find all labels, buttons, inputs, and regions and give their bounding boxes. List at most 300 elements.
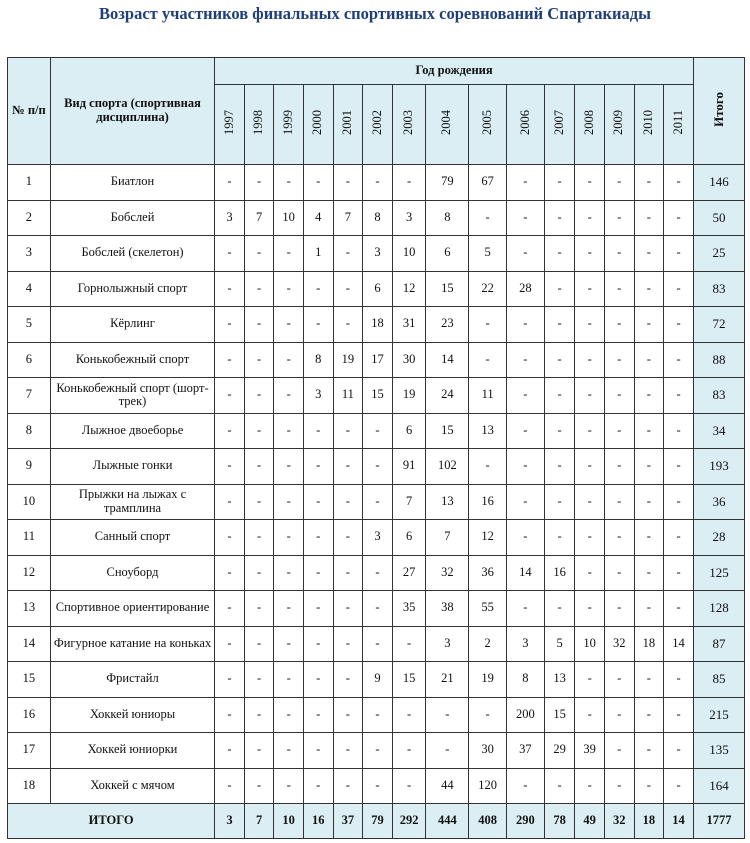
year-header: [544, 85, 575, 165]
row-value: -: [604, 342, 634, 378]
row-value: -: [215, 591, 245, 627]
row-value: 44: [426, 768, 469, 804]
row-value: -: [664, 307, 694, 343]
footer-value: 292: [392, 804, 426, 839]
row-value: -: [507, 484, 545, 520]
row-value: 30: [469, 733, 507, 769]
row-value: 8: [303, 342, 333, 378]
row-value: -: [333, 768, 363, 804]
row-total: 215: [693, 697, 744, 733]
row-value: -: [507, 591, 545, 627]
row-value: 11: [333, 378, 363, 414]
row-value: -: [544, 307, 575, 343]
row-sport: Хоккей с мячом: [50, 768, 214, 804]
footer-value: 49: [575, 804, 605, 839]
row-sport: Хоккей юниорки: [50, 733, 214, 769]
year-header: [215, 85, 245, 165]
row-value: -: [363, 697, 393, 733]
row-value: -: [575, 307, 605, 343]
row-value: 30: [392, 342, 426, 378]
row-value: -: [274, 271, 304, 307]
row-value: -: [575, 591, 605, 627]
row-value: -: [303, 165, 333, 201]
row-value: -: [333, 484, 363, 520]
row-value: -: [303, 591, 333, 627]
page-title: Возраст участников финальных спортивных соревнований Спартакиады: [99, 4, 651, 23]
table-row: [8, 484, 745, 520]
row-value: 15: [426, 413, 469, 449]
table-row: [8, 768, 745, 804]
row-value: 3: [303, 378, 333, 414]
footer-value: 3: [215, 804, 245, 839]
row-value: -: [363, 733, 393, 769]
row-sport: Бобслей: [50, 200, 214, 236]
footer-value: 444: [426, 804, 469, 839]
row-value: -: [634, 768, 664, 804]
row-value: 6: [426, 236, 469, 272]
row-value: -: [274, 307, 304, 343]
row-value: -: [544, 236, 575, 272]
row-value: 24: [426, 378, 469, 414]
year-header: [303, 85, 333, 165]
year-label: 1999: [280, 110, 295, 136]
row-value: -: [363, 449, 393, 485]
row-value: -: [544, 520, 575, 556]
row-value: -: [575, 200, 605, 236]
row-value: 39: [575, 733, 605, 769]
row-value: -: [604, 200, 634, 236]
row-value: -: [303, 555, 333, 591]
row-value: -: [303, 413, 333, 449]
row-value: -: [333, 626, 363, 662]
row-value: -: [634, 271, 664, 307]
row-value: -: [215, 733, 245, 769]
row-value: -: [604, 555, 634, 591]
row-value: 2: [469, 626, 507, 662]
year-header: [507, 85, 545, 165]
row-value: -: [664, 768, 694, 804]
row-value: -: [303, 520, 333, 556]
header-sport: Вид спорта (спортивная дисциплина): [50, 58, 214, 165]
row-sport: Бобслей (скелетон): [50, 236, 214, 272]
row-value: -: [544, 200, 575, 236]
row-value: -: [575, 697, 605, 733]
row-value: -: [274, 626, 304, 662]
year-header: [634, 85, 664, 165]
row-value: 7: [426, 520, 469, 556]
row-value: 67: [469, 165, 507, 201]
header-num: № п/п: [8, 58, 51, 165]
row-value: 27: [392, 555, 426, 591]
table-row: [8, 662, 745, 698]
row-value: -: [664, 591, 694, 627]
row-value: 13: [426, 484, 469, 520]
row-value: -: [469, 697, 507, 733]
row-value: -: [575, 236, 605, 272]
row-value: 1: [303, 236, 333, 272]
row-value: -: [544, 449, 575, 485]
row-total: 28: [693, 520, 744, 556]
row-value: -: [333, 413, 363, 449]
row-value: 55: [469, 591, 507, 627]
table-row: [8, 449, 745, 485]
row-value: -: [244, 555, 274, 591]
row-value: 8: [507, 662, 545, 698]
row-value: 8: [426, 200, 469, 236]
row-value: -: [604, 520, 634, 556]
row-value: -: [426, 733, 469, 769]
row-value: 6: [392, 413, 426, 449]
row-value: 18: [363, 307, 393, 343]
row-value: -: [604, 307, 634, 343]
row-value: -: [363, 768, 393, 804]
row-value: -: [664, 733, 694, 769]
row-value: -: [634, 342, 664, 378]
row-value: -: [244, 236, 274, 272]
row-value: -: [604, 591, 634, 627]
row-sport: Лыжные гонки: [50, 449, 214, 485]
row-value: -: [215, 697, 245, 733]
row-sport: Лыжное двоеборье: [50, 413, 214, 449]
row-value: 32: [604, 626, 634, 662]
row-value: -: [244, 378, 274, 414]
footer-value: 37: [333, 804, 363, 839]
row-value: -: [244, 662, 274, 698]
row-total: 128: [693, 591, 744, 627]
footer-total: 1777: [693, 804, 744, 839]
row-value: -: [664, 271, 694, 307]
row-value: -: [634, 378, 664, 414]
row-value: -: [274, 733, 304, 769]
year-label: 2005: [479, 110, 494, 136]
row-value: -: [244, 697, 274, 733]
row-value: 200: [507, 697, 545, 733]
row-value: -: [274, 449, 304, 485]
row-value: -: [274, 484, 304, 520]
age-table: [7, 57, 745, 839]
row-value: 17: [363, 342, 393, 378]
row-value: 4: [303, 200, 333, 236]
year-label: 1998: [251, 110, 266, 136]
row-value: -: [604, 697, 634, 733]
table-row: [8, 200, 745, 236]
row-value: -: [507, 200, 545, 236]
row-value: 19: [333, 342, 363, 378]
row-value: -: [507, 449, 545, 485]
year-label: 1997: [221, 110, 236, 136]
row-value: 5: [469, 236, 507, 272]
row-value: 6: [363, 271, 393, 307]
row-num: 13: [8, 591, 51, 627]
row-value: 37: [507, 733, 545, 769]
row-value: 14: [664, 626, 694, 662]
row-value: -: [215, 768, 245, 804]
row-value: 32: [426, 555, 469, 591]
row-value: -: [664, 378, 694, 414]
year-header: [274, 85, 304, 165]
year-label: 2001: [339, 110, 354, 136]
row-sport: Прыжки на лыжах с трамплина: [50, 484, 214, 520]
row-value: -: [274, 165, 304, 201]
row-sport: Спортивное ориентирование: [50, 591, 214, 627]
row-sport: Фигурное катание на коньках: [50, 626, 214, 662]
table-row: [8, 413, 745, 449]
row-value: -: [215, 165, 245, 201]
row-value: -: [363, 484, 393, 520]
row-value: -: [333, 271, 363, 307]
row-value: -: [215, 271, 245, 307]
row-value: 7: [244, 200, 274, 236]
year-label: 2006: [517, 110, 532, 136]
row-sport: Конькобежный спорт (шорт-трек): [50, 378, 214, 414]
row-value: -: [575, 484, 605, 520]
footer-value: 10: [274, 804, 304, 839]
footer-value: 290: [507, 804, 545, 839]
row-value: 3: [363, 236, 393, 272]
row-value: -: [244, 165, 274, 201]
row-value: 10: [274, 200, 304, 236]
row-value: -: [215, 449, 245, 485]
row-value: -: [575, 449, 605, 485]
row-value: -: [392, 626, 426, 662]
row-value: 14: [507, 555, 545, 591]
row-value: -: [244, 307, 274, 343]
row-value: -: [363, 165, 393, 201]
row-value: -: [575, 520, 605, 556]
row-value: -: [544, 378, 575, 414]
header-total: [693, 58, 744, 165]
table-row: [8, 520, 745, 556]
row-value: -: [469, 342, 507, 378]
table-row: [8, 307, 745, 343]
footer-label: ИТОГО: [8, 804, 215, 839]
row-num: 1: [8, 165, 51, 201]
row-value: -: [333, 591, 363, 627]
row-total: 193: [693, 449, 744, 485]
row-value: -: [604, 484, 634, 520]
row-value: -: [575, 768, 605, 804]
row-value: -: [664, 165, 694, 201]
row-value: -: [303, 662, 333, 698]
row-value: -: [244, 520, 274, 556]
row-value: -: [575, 555, 605, 591]
row-value: 15: [426, 271, 469, 307]
row-value: -: [604, 413, 634, 449]
table-row: [8, 555, 745, 591]
row-value: -: [634, 520, 664, 556]
row-value: -: [215, 484, 245, 520]
row-value: -: [507, 520, 545, 556]
row-value: -: [664, 200, 694, 236]
row-value: 11: [469, 378, 507, 414]
row-value: -: [274, 236, 304, 272]
row-value: -: [333, 307, 363, 343]
row-value: -: [244, 768, 274, 804]
row-num: 18: [8, 768, 51, 804]
row-value: -: [575, 413, 605, 449]
row-value: 79: [426, 165, 469, 201]
row-value: -: [274, 768, 304, 804]
year-label: 2002: [369, 110, 384, 136]
row-total: 72: [693, 307, 744, 343]
row-value: 16: [469, 484, 507, 520]
row-value: -: [274, 342, 304, 378]
row-value: 3: [392, 200, 426, 236]
row-value: 28: [507, 271, 545, 307]
row-value: -: [333, 662, 363, 698]
row-value: -: [303, 449, 333, 485]
row-value: -: [363, 626, 393, 662]
year-label: 2003: [401, 110, 416, 136]
row-value: -: [215, 307, 245, 343]
row-value: -: [274, 378, 304, 414]
row-value: -: [664, 662, 694, 698]
row-value: -: [303, 733, 333, 769]
row-total: 164: [693, 768, 744, 804]
row-value: -: [333, 697, 363, 733]
footer-value: 79: [363, 804, 393, 839]
row-value: -: [469, 200, 507, 236]
row-value: -: [274, 413, 304, 449]
row-value: 15: [392, 662, 426, 698]
row-num: 4: [8, 271, 51, 307]
row-value: -: [333, 236, 363, 272]
footer-value: 14: [664, 804, 694, 839]
row-value: -: [544, 271, 575, 307]
row-total: 83: [693, 378, 744, 414]
year-label: 2009: [611, 110, 626, 136]
row-value: 10: [575, 626, 605, 662]
row-total: 125: [693, 555, 744, 591]
row-num: 15: [8, 662, 51, 698]
table-row: [8, 271, 745, 307]
row-total: 36: [693, 484, 744, 520]
row-value: -: [244, 449, 274, 485]
row-value: -: [664, 413, 694, 449]
row-value: -: [544, 413, 575, 449]
row-value: -: [575, 342, 605, 378]
row-value: -: [215, 342, 245, 378]
row-value: -: [244, 591, 274, 627]
year-header: [664, 85, 694, 165]
row-value: -: [507, 236, 545, 272]
row-total: 85: [693, 662, 744, 698]
row-value: -: [303, 626, 333, 662]
row-value: -: [303, 271, 333, 307]
row-value: -: [604, 768, 634, 804]
row-value: -: [469, 449, 507, 485]
row-value: 7: [333, 200, 363, 236]
row-sport: Кёрлинг: [50, 307, 214, 343]
row-num: 3: [8, 236, 51, 272]
row-value: 35: [392, 591, 426, 627]
row-value: -: [303, 484, 333, 520]
row-value: -: [634, 484, 664, 520]
row-value: -: [634, 591, 664, 627]
row-value: -: [507, 378, 545, 414]
header-year-group: Год рождения: [215, 58, 694, 85]
year-header: [392, 85, 426, 165]
row-value: 15: [544, 697, 575, 733]
row-num: 9: [8, 449, 51, 485]
row-value: 3: [426, 626, 469, 662]
row-value: -: [604, 733, 634, 769]
row-value: -: [333, 165, 363, 201]
row-total: 146: [693, 165, 744, 201]
row-value: -: [604, 662, 634, 698]
row-value: 102: [426, 449, 469, 485]
row-value: 9: [363, 662, 393, 698]
row-value: -: [215, 413, 245, 449]
row-value: -: [544, 342, 575, 378]
row-value: -: [575, 271, 605, 307]
row-value: -: [664, 484, 694, 520]
row-value: -: [664, 697, 694, 733]
row-value: -: [215, 520, 245, 556]
row-value: 3: [363, 520, 393, 556]
row-value: -: [664, 520, 694, 556]
row-value: -: [392, 733, 426, 769]
row-value: 15: [363, 378, 393, 414]
table-row: [8, 733, 745, 769]
row-value: -: [544, 768, 575, 804]
row-num: 16: [8, 697, 51, 733]
row-value: -: [634, 662, 664, 698]
row-sport: Санный спорт: [50, 520, 214, 556]
row-value: -: [634, 733, 664, 769]
row-value: 19: [392, 378, 426, 414]
row-value: -: [244, 626, 274, 662]
row-value: 38: [426, 591, 469, 627]
footer-value: 78: [544, 804, 575, 839]
row-num: 7: [8, 378, 51, 414]
footer-value: 7: [244, 804, 274, 839]
row-num: 11: [8, 520, 51, 556]
row-value: 21: [426, 662, 469, 698]
row-total: 83: [693, 271, 744, 307]
row-value: 91: [392, 449, 426, 485]
row-value: -: [274, 591, 304, 627]
row-value: -: [244, 413, 274, 449]
row-value: -: [604, 378, 634, 414]
row-total: 25: [693, 236, 744, 272]
row-value: 19: [469, 662, 507, 698]
row-value: 12: [469, 520, 507, 556]
row-value: 10: [392, 236, 426, 272]
table-row: [8, 378, 745, 414]
footer-value: 18: [634, 804, 664, 839]
row-num: 8: [8, 413, 51, 449]
row-value: -: [469, 307, 507, 343]
row-value: -: [274, 520, 304, 556]
row-value: -: [634, 307, 664, 343]
row-sport: Сноуборд: [50, 555, 214, 591]
row-total: 135: [693, 733, 744, 769]
row-value: -: [392, 697, 426, 733]
row-sport: Биатлон: [50, 165, 214, 201]
year-header: [363, 85, 393, 165]
year-header: [244, 85, 274, 165]
row-num: 12: [8, 555, 51, 591]
row-value: -: [507, 413, 545, 449]
table-row: [8, 236, 745, 272]
row-value: -: [634, 413, 664, 449]
row-value: -: [303, 307, 333, 343]
row-sport: Хоккей юниоры: [50, 697, 214, 733]
table-row: [8, 165, 745, 201]
row-value: 12: [392, 271, 426, 307]
row-value: -: [333, 449, 363, 485]
